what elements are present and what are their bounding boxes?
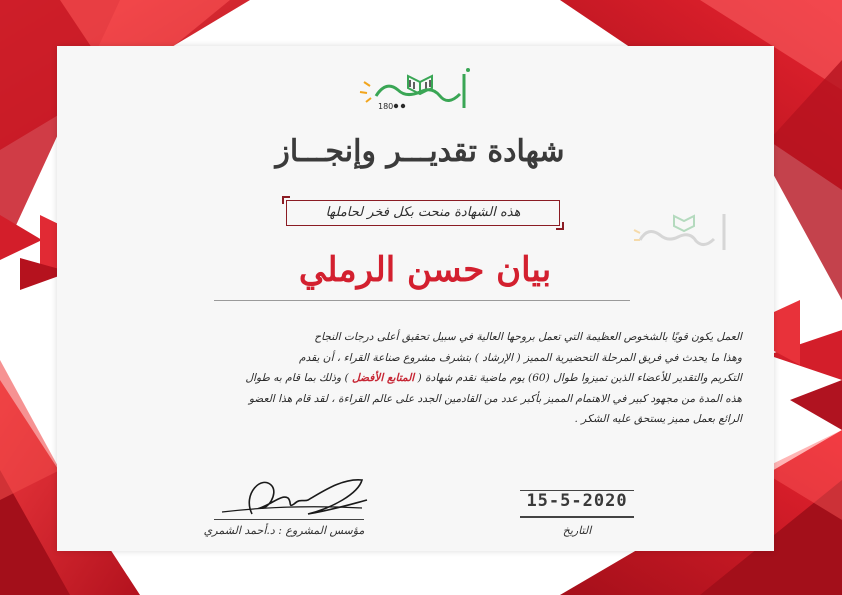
subtitle-frame <box>286 200 560 226</box>
signatory-label: مؤسس المشروع : د.أحمد الشمري <box>203 524 365 537</box>
body-line: وهذا ما يحدث في فريق المرحلة التحضيرية المميز ( الإرشاد ) بتشرف مشروع صناعة القراء ، أن يقدم <box>299 351 742 364</box>
logo-number: 180 <box>378 102 394 111</box>
date-label: التاريخ <box>562 524 592 537</box>
body-line: العمل يكون قويًا بالشخوص العظيمة التي تعمل بروحها العالية في سبيل تحقيق أعلى درجات النجاح <box>314 331 742 343</box>
certificate-title: شهادة تقديـــر وإنجـــاز <box>275 134 565 169</box>
highlight-award: المتابع الأفضل <box>352 372 415 384</box>
certificate-date: 15-5-2020 <box>526 491 628 511</box>
recipient-name: بيان حسن الرملي <box>298 250 552 290</box>
name-underline <box>214 300 630 301</box>
signature-line <box>214 519 364 520</box>
date-underline <box>520 516 634 518</box>
body-line: الرائع بعمل مميز يستحق عليه الشكر . <box>574 413 742 425</box>
certificate-subtitle: هذه الشهادة منحت بكل فخر لحاملها <box>325 205 521 220</box>
body-line: التكريم والتقدير للأعضاء الذين تميزوا طوال (60) يوم ماضية نقدم شهادة ( المتابع الأفضل ) وذلك بما قام به طوال <box>245 372 742 384</box>
signature-icon <box>212 464 372 524</box>
certificate-body <box>96 327 742 430</box>
watermark-logo-icon <box>632 206 736 266</box>
body-line: هذه المدة من مجهود كبير في الاهتمام المميز بأكبر عدد من القادمين الجدد على عالم القراءة ، لقد قام هذا العضو <box>248 392 742 405</box>
